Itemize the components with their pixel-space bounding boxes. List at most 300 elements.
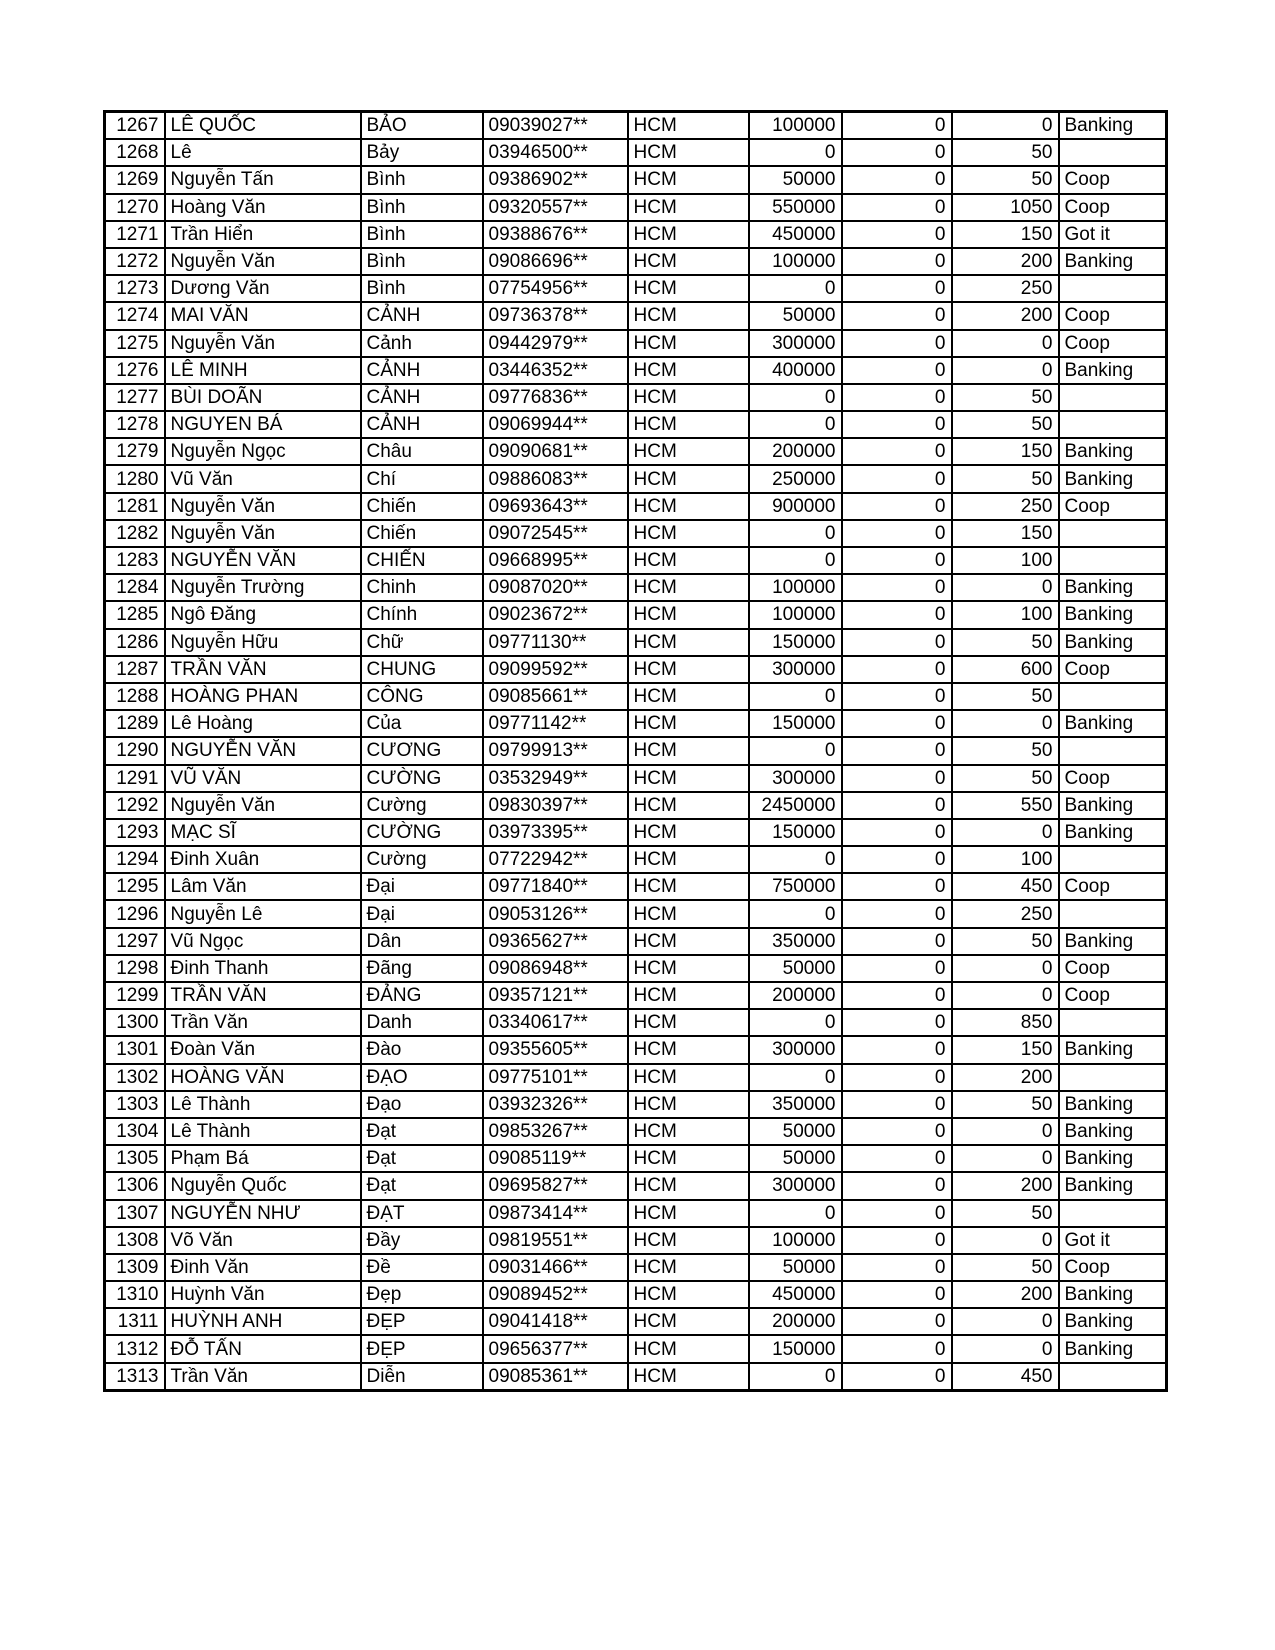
cell-city: HCM — [628, 357, 749, 384]
cell-zero: 0 — [842, 1254, 952, 1281]
cell-city: HCM — [628, 1308, 749, 1335]
table-row — [105, 982, 1167, 1009]
cell-zero: 0 — [842, 1335, 952, 1362]
table-row — [105, 493, 1167, 520]
cell-zero: 0 — [842, 765, 952, 792]
cell-method: Banking — [1059, 438, 1167, 465]
cell-method: Banking — [1059, 1335, 1167, 1362]
table-row — [105, 411, 1167, 438]
table-row — [105, 792, 1167, 819]
cell-row-id: 1288 — [105, 683, 165, 710]
cell-amount: 150000 — [749, 710, 842, 737]
cell-phone: 09086948** — [483, 955, 628, 982]
cell-method: Banking — [1059, 465, 1167, 492]
cell-phone: 09695827** — [483, 1172, 628, 1199]
cell-phone: 09072545** — [483, 520, 628, 547]
cell-phone: 09386902** — [483, 166, 628, 193]
cell-zero: 0 — [842, 1172, 952, 1199]
cell-first-name: Nguyễn Ngọc — [165, 438, 361, 465]
cell-row-id: 1275 — [105, 330, 165, 357]
cell-first-name: HOÀNG PHAN — [165, 683, 361, 710]
cell-method: Banking — [1059, 1172, 1167, 1199]
cell-last-name: Chí — [361, 465, 483, 492]
cell-amount: 0 — [749, 520, 842, 547]
cell-points: 50 — [952, 465, 1059, 492]
cell-points: 0 — [952, 330, 1059, 357]
cell-points: 0 — [952, 1335, 1059, 1362]
cell-phone: 03532949** — [483, 765, 628, 792]
cell-row-id: 1282 — [105, 520, 165, 547]
cell-amount: 0 — [749, 683, 842, 710]
cell-points: 50 — [952, 765, 1059, 792]
cell-phone: 09086696** — [483, 248, 628, 275]
cell-amount: 300000 — [749, 1172, 842, 1199]
cell-city: HCM — [628, 1036, 749, 1063]
cell-row-id: 1276 — [105, 357, 165, 384]
cell-row-id: 1306 — [105, 1172, 165, 1199]
cell-last-name: CẢNH — [361, 384, 483, 411]
table-row — [105, 955, 1167, 982]
cell-last-name: Đào — [361, 1036, 483, 1063]
cell-first-name: Ngô Đăng — [165, 601, 361, 628]
cell-zero: 0 — [842, 928, 952, 955]
cell-points: 100 — [952, 601, 1059, 628]
cell-last-name: ĐẸP — [361, 1308, 483, 1335]
cell-phone: 09023672** — [483, 601, 628, 628]
cell-city: HCM — [628, 656, 749, 683]
cell-phone: 09099592** — [483, 656, 628, 683]
cell-zero: 0 — [842, 112, 952, 140]
cell-phone: 09442979** — [483, 330, 628, 357]
cell-zero: 0 — [842, 656, 952, 683]
cell-row-id: 1309 — [105, 1254, 165, 1281]
cell-method: Coop — [1059, 873, 1167, 900]
cell-first-name: HUỲNH ANH — [165, 1308, 361, 1335]
cell-method: Banking — [1059, 710, 1167, 737]
cell-points: 100 — [952, 547, 1059, 574]
cell-city: HCM — [628, 765, 749, 792]
cell-amount: 100000 — [749, 574, 842, 601]
cell-method: Banking — [1059, 1036, 1167, 1063]
cell-method: Coop — [1059, 955, 1167, 982]
table-row — [105, 194, 1167, 221]
cell-phone: 03932326** — [483, 1091, 628, 1118]
cell-method: Got it — [1059, 221, 1167, 248]
cell-phone: 09830397** — [483, 792, 628, 819]
cell-last-name: Đạt — [361, 1172, 483, 1199]
table-row — [105, 846, 1167, 873]
cell-first-name: NGUYỄN VĂN — [165, 547, 361, 574]
cell-first-name: Nguyễn Trường — [165, 574, 361, 601]
cell-last-name: Chữ — [361, 629, 483, 656]
cell-amount: 0 — [749, 1009, 842, 1036]
cell-row-id: 1310 — [105, 1281, 165, 1308]
cell-city: HCM — [628, 846, 749, 873]
cell-zero: 0 — [842, 1009, 952, 1036]
cell-phone: 09693643** — [483, 493, 628, 520]
cell-zero: 0 — [842, 1200, 952, 1227]
cell-zero: 0 — [842, 275, 952, 302]
cell-phone: 09656377** — [483, 1335, 628, 1362]
cell-row-id: 1274 — [105, 302, 165, 329]
cell-phone: 09041418** — [483, 1308, 628, 1335]
cell-first-name: Nguyễn Hữu — [165, 629, 361, 656]
cell-method — [1059, 683, 1167, 710]
cell-method: Banking — [1059, 928, 1167, 955]
table-row — [105, 1308, 1167, 1335]
cell-last-name: Bảy — [361, 139, 483, 166]
cell-row-id: 1304 — [105, 1118, 165, 1145]
cell-first-name: Võ Văn — [165, 1227, 361, 1254]
cell-amount: 550000 — [749, 194, 842, 221]
cell-last-name: Đãng — [361, 955, 483, 982]
cell-row-id: 1284 — [105, 574, 165, 601]
cell-first-name: LÊ QUỐC — [165, 112, 361, 140]
table-row — [105, 710, 1167, 737]
cell-points: 0 — [952, 112, 1059, 140]
cell-row-id: 1272 — [105, 248, 165, 275]
cell-amount: 0 — [749, 846, 842, 873]
cell-phone: 09886083** — [483, 465, 628, 492]
cell-method — [1059, 846, 1167, 873]
table-row — [105, 330, 1167, 357]
cell-amount: 0 — [749, 737, 842, 764]
cell-city: HCM — [628, 166, 749, 193]
cell-points: 150 — [952, 438, 1059, 465]
cell-points: 200 — [952, 248, 1059, 275]
cell-method: Coop — [1059, 330, 1167, 357]
cell-city: HCM — [628, 955, 749, 982]
cell-points: 0 — [952, 819, 1059, 846]
cell-first-name: Lê Thành — [165, 1091, 361, 1118]
cell-first-name: Vũ Ngọc — [165, 928, 361, 955]
cell-amount: 350000 — [749, 928, 842, 955]
cell-first-name: TRẦN VĂN — [165, 982, 361, 1009]
cell-phone: 09736378** — [483, 302, 628, 329]
cell-last-name: Chiến — [361, 520, 483, 547]
cell-points: 0 — [952, 574, 1059, 601]
cell-phone: 03340617** — [483, 1009, 628, 1036]
cell-amount: 100000 — [749, 1227, 842, 1254]
cell-city: HCM — [628, 601, 749, 628]
cell-city: HCM — [628, 873, 749, 900]
cell-first-name: Đinh Thanh — [165, 955, 361, 982]
cell-phone: 09388676** — [483, 221, 628, 248]
cell-zero: 0 — [842, 1281, 952, 1308]
cell-first-name: Lê — [165, 139, 361, 166]
cell-method: Got it — [1059, 1227, 1167, 1254]
cell-amount: 750000 — [749, 873, 842, 900]
cell-amount: 300000 — [749, 765, 842, 792]
cell-amount: 0 — [749, 411, 842, 438]
cell-row-id: 1305 — [105, 1145, 165, 1172]
cell-last-name: Diễn — [361, 1363, 483, 1391]
cell-phone: 09031466** — [483, 1254, 628, 1281]
cell-points: 600 — [952, 656, 1059, 683]
cell-last-name: Của — [361, 710, 483, 737]
cell-zero: 0 — [842, 411, 952, 438]
table-row — [105, 873, 1167, 900]
cell-zero: 0 — [842, 1363, 952, 1391]
cell-city: HCM — [628, 710, 749, 737]
cell-method: Coop — [1059, 493, 1167, 520]
cell-first-name: ĐỖ TẤN — [165, 1335, 361, 1362]
cell-points: 0 — [952, 710, 1059, 737]
cell-method: Banking — [1059, 819, 1167, 846]
cell-city: HCM — [628, 1200, 749, 1227]
cell-city: HCM — [628, 194, 749, 221]
cell-points: 50 — [952, 139, 1059, 166]
cell-phone: 09087020** — [483, 574, 628, 601]
cell-zero: 0 — [842, 330, 952, 357]
table-row — [105, 1227, 1167, 1254]
cell-city: HCM — [628, 1254, 749, 1281]
cell-first-name: LÊ MINH — [165, 357, 361, 384]
cell-points: 150 — [952, 221, 1059, 248]
table-row — [105, 601, 1167, 628]
cell-method — [1059, 1363, 1167, 1391]
cell-first-name: Nguyễn Văn — [165, 520, 361, 547]
cell-method: Banking — [1059, 574, 1167, 601]
table-row — [105, 819, 1167, 846]
cell-method: Coop — [1059, 982, 1167, 1009]
cell-phone: 09776836** — [483, 384, 628, 411]
cell-amount: 50000 — [749, 1254, 842, 1281]
cell-phone: 09085361** — [483, 1363, 628, 1391]
cell-row-id: 1308 — [105, 1227, 165, 1254]
cell-zero: 0 — [842, 955, 952, 982]
cell-amount: 2450000 — [749, 792, 842, 819]
cell-amount: 50000 — [749, 1118, 842, 1145]
cell-first-name: VŨ VĂN — [165, 765, 361, 792]
cell-amount: 150000 — [749, 1335, 842, 1362]
table-row — [105, 1145, 1167, 1172]
cell-phone: 09320557** — [483, 194, 628, 221]
cell-first-name: Trần Văn — [165, 1009, 361, 1036]
cell-row-id: 1286 — [105, 629, 165, 656]
cell-first-name: NGUYEN BÁ — [165, 411, 361, 438]
table-row — [105, 438, 1167, 465]
cell-zero: 0 — [842, 384, 952, 411]
cell-last-name: Chiến — [361, 493, 483, 520]
cell-row-id: 1311 — [105, 1308, 165, 1335]
cell-phone: 09053126** — [483, 900, 628, 927]
cell-zero: 0 — [842, 900, 952, 927]
cell-last-name: ĐẠT — [361, 1200, 483, 1227]
cell-points: 0 — [952, 1118, 1059, 1145]
cell-phone: 09089452** — [483, 1281, 628, 1308]
cell-points: 250 — [952, 493, 1059, 520]
table-row — [105, 574, 1167, 601]
cell-city: HCM — [628, 737, 749, 764]
cell-points: 550 — [952, 792, 1059, 819]
cell-first-name: Vũ Văn — [165, 465, 361, 492]
cell-method — [1059, 1064, 1167, 1091]
cell-zero: 0 — [842, 1091, 952, 1118]
cell-city: HCM — [628, 982, 749, 1009]
cell-amount: 250000 — [749, 465, 842, 492]
cell-method — [1059, 1009, 1167, 1036]
cell-row-id: 1280 — [105, 465, 165, 492]
cell-amount: 150000 — [749, 629, 842, 656]
cell-zero: 0 — [842, 1064, 952, 1091]
cell-method — [1059, 411, 1167, 438]
cell-phone: 03946500** — [483, 139, 628, 166]
cell-phone: 09365627** — [483, 928, 628, 955]
cell-zero: 0 — [842, 357, 952, 384]
cell-phone: 09355605** — [483, 1036, 628, 1063]
cell-points: 0 — [952, 1145, 1059, 1172]
cell-method: Coop — [1059, 302, 1167, 329]
table-row — [105, 465, 1167, 492]
cell-points: 0 — [952, 1308, 1059, 1335]
cell-city: HCM — [628, 493, 749, 520]
cell-method: Banking — [1059, 601, 1167, 628]
cell-phone: 09799913** — [483, 737, 628, 764]
cell-points: 50 — [952, 683, 1059, 710]
cell-row-id: 1300 — [105, 1009, 165, 1036]
cell-city: HCM — [628, 683, 749, 710]
cell-phone: 07754956** — [483, 275, 628, 302]
cell-phone: 09775101** — [483, 1064, 628, 1091]
cell-city: HCM — [628, 928, 749, 955]
cell-last-name: Đầy — [361, 1227, 483, 1254]
cell-last-name: Đại — [361, 900, 483, 927]
cell-first-name: Nguyễn Lê — [165, 900, 361, 927]
cell-phone: 09085661** — [483, 683, 628, 710]
cell-city: HCM — [628, 302, 749, 329]
table-row — [105, 629, 1167, 656]
cell-zero: 0 — [842, 846, 952, 873]
cell-last-name: Cường — [361, 792, 483, 819]
cell-phone: 09819551** — [483, 1227, 628, 1254]
cell-points: 0 — [952, 357, 1059, 384]
cell-phone: 03973395** — [483, 819, 628, 846]
cell-last-name: CƯƠNG — [361, 737, 483, 764]
table-row — [105, 112, 1167, 140]
cell-row-id: 1277 — [105, 384, 165, 411]
cell-first-name: Phạm Bá — [165, 1145, 361, 1172]
cell-points: 150 — [952, 520, 1059, 547]
cell-first-name: Nguyễn Văn — [165, 248, 361, 275]
cell-row-id: 1313 — [105, 1363, 165, 1391]
cell-method: Banking — [1059, 1118, 1167, 1145]
cell-last-name: ĐẢNG — [361, 982, 483, 1009]
cell-row-id: 1289 — [105, 710, 165, 737]
cell-points: 0 — [952, 1227, 1059, 1254]
cell-points: 0 — [952, 982, 1059, 1009]
cell-zero: 0 — [842, 629, 952, 656]
table-row — [105, 1064, 1167, 1091]
cell-row-id: 1267 — [105, 112, 165, 140]
cell-points: 150 — [952, 1036, 1059, 1063]
cell-last-name: CẢNH — [361, 411, 483, 438]
cell-amount: 50000 — [749, 166, 842, 193]
cell-row-id: 1307 — [105, 1200, 165, 1227]
cell-row-id: 1268 — [105, 139, 165, 166]
cell-first-name: Lê Thành — [165, 1118, 361, 1145]
cell-last-name: CẢNH — [361, 357, 483, 384]
cell-zero: 0 — [842, 194, 952, 221]
cell-zero: 0 — [842, 982, 952, 1009]
cell-first-name: HOÀNG VĂN — [165, 1064, 361, 1091]
cell-last-name: CÔNG — [361, 683, 483, 710]
table-row — [105, 275, 1167, 302]
cell-last-name: ĐẸP — [361, 1335, 483, 1362]
cell-method: Coop — [1059, 1254, 1167, 1281]
cell-zero: 0 — [842, 601, 952, 628]
cell-row-id: 1303 — [105, 1091, 165, 1118]
table-row — [105, 1335, 1167, 1362]
cell-amount: 0 — [749, 900, 842, 927]
cell-method: Coop — [1059, 656, 1167, 683]
cell-zero: 0 — [842, 792, 952, 819]
cell-amount: 400000 — [749, 357, 842, 384]
cell-amount: 150000 — [749, 819, 842, 846]
cell-phone: 03446352** — [483, 357, 628, 384]
cell-phone: 09771840** — [483, 873, 628, 900]
cell-points: 200 — [952, 1281, 1059, 1308]
cell-points: 50 — [952, 411, 1059, 438]
cell-amount: 100000 — [749, 248, 842, 275]
cell-amount: 200000 — [749, 1308, 842, 1335]
cell-row-id: 1291 — [105, 765, 165, 792]
cell-zero: 0 — [842, 302, 952, 329]
cell-city: HCM — [628, 221, 749, 248]
table-row — [105, 166, 1167, 193]
cell-points: 0 — [952, 955, 1059, 982]
cell-city: HCM — [628, 1064, 749, 1091]
cell-amount: 50000 — [749, 1145, 842, 1172]
cell-amount: 300000 — [749, 1036, 842, 1063]
cell-method: Banking — [1059, 1281, 1167, 1308]
cell-city: HCM — [628, 819, 749, 846]
table-row — [105, 248, 1167, 275]
cell-last-name: CƯỜNG — [361, 819, 483, 846]
cell-amount: 50000 — [749, 302, 842, 329]
cell-zero: 0 — [842, 1118, 952, 1145]
cell-city: HCM — [628, 1009, 749, 1036]
cell-city: HCM — [628, 1363, 749, 1391]
cell-first-name: Nguyễn Văn — [165, 330, 361, 357]
cell-zero: 0 — [842, 221, 952, 248]
cell-last-name: Đạt — [361, 1118, 483, 1145]
cell-points: 1050 — [952, 194, 1059, 221]
table-row — [105, 1363, 1167, 1391]
cell-method: Banking — [1059, 629, 1167, 656]
cell-phone: 09090681** — [483, 438, 628, 465]
table-row — [105, 384, 1167, 411]
cell-city: HCM — [628, 139, 749, 166]
cell-amount: 100000 — [749, 112, 842, 140]
cell-city: HCM — [628, 547, 749, 574]
cell-city: HCM — [628, 520, 749, 547]
table-row — [105, 900, 1167, 927]
cell-first-name: MAI VĂN — [165, 302, 361, 329]
cell-points: 200 — [952, 302, 1059, 329]
cell-last-name: Châu — [361, 438, 483, 465]
cell-method: Banking — [1059, 792, 1167, 819]
cell-row-id: 1294 — [105, 846, 165, 873]
cell-last-name: Chính — [361, 601, 483, 628]
cell-last-name: Bình — [361, 166, 483, 193]
cell-row-id: 1312 — [105, 1335, 165, 1362]
cell-zero: 0 — [842, 465, 952, 492]
cell-amount: 0 — [749, 1363, 842, 1391]
cell-amount: 0 — [749, 384, 842, 411]
table-row — [105, 1036, 1167, 1063]
cell-amount: 200000 — [749, 438, 842, 465]
